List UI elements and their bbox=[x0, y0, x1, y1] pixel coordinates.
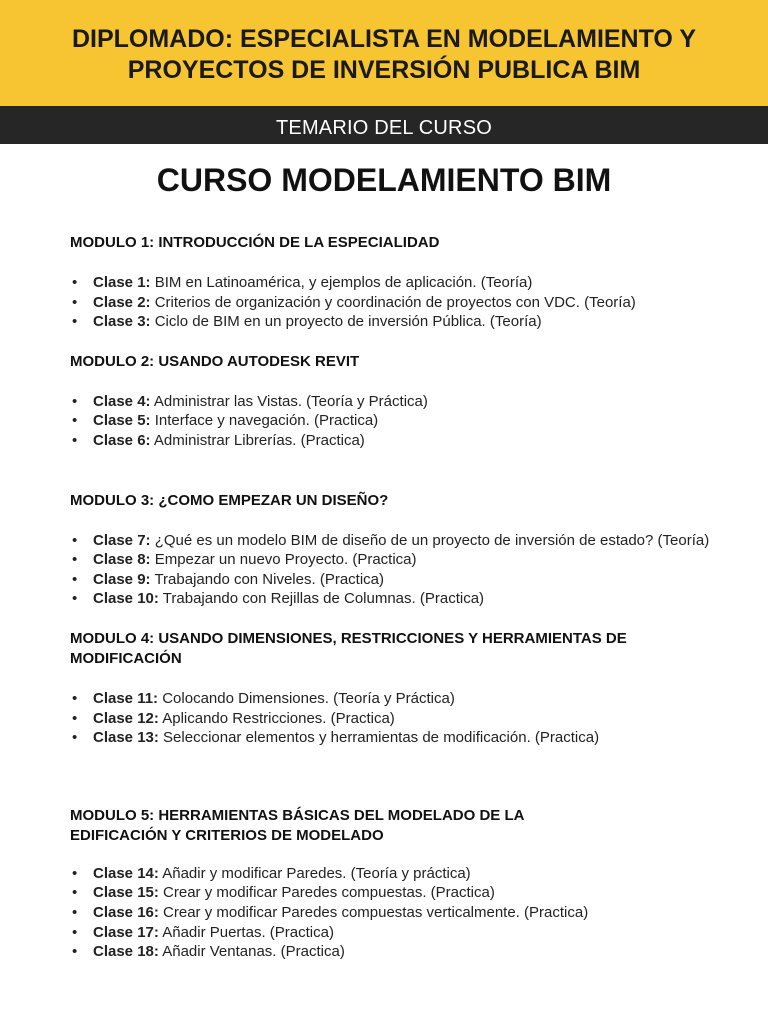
diploma-title-line-2: PROYECTOS DE INVERSIÓN PUBLICA BIM bbox=[127, 56, 641, 84]
class-description: Ciclo de BIM en un proyecto de inversión Pública. (Teoría) bbox=[154, 313, 542, 331]
class-label: Clase 8: bbox=[93, 551, 151, 569]
class-description: Trabajando con Niveles. (Practica) bbox=[154, 570, 384, 588]
list-item bbox=[70, 312, 750, 332]
list-item bbox=[70, 903, 750, 923]
class-label: Clase 5: bbox=[93, 412, 151, 430]
syllabus-heading: TEMARIO DEL CURSO bbox=[275, 117, 493, 139]
list-item bbox=[70, 864, 750, 884]
class-list bbox=[70, 689, 750, 748]
class-list bbox=[70, 531, 750, 609]
class-description: Aplicando Restricciones. (Practica) bbox=[162, 709, 395, 727]
class-description: Interface y navegación. (Practica) bbox=[154, 412, 379, 430]
class-label: Clase 4: bbox=[93, 392, 151, 410]
syllabus-bar bbox=[0, 106, 768, 144]
list-item bbox=[70, 550, 750, 570]
class-description: Colocando Dimensiones. (Teoría y Práctica) bbox=[162, 689, 455, 707]
list-item bbox=[70, 709, 750, 729]
class-list bbox=[70, 864, 750, 962]
module-title: MODULO 2: USANDO AUTODESK REVIT bbox=[70, 352, 360, 370]
list-item bbox=[70, 942, 750, 962]
list-item bbox=[70, 273, 750, 293]
class-label: Clase 13: bbox=[93, 729, 159, 747]
list-item bbox=[70, 392, 750, 412]
class-description: Crear y modificar Paredes compuestas verticalmente. (Practica) bbox=[163, 903, 589, 921]
list-item bbox=[70, 883, 750, 903]
module-1 bbox=[70, 233, 750, 332]
class-description: Administrar las Vistas. (Teoría y Práctica) bbox=[153, 392, 428, 410]
class-label: Clase 2: bbox=[93, 293, 151, 311]
diploma-title bbox=[0, 24, 768, 86]
module-2 bbox=[70, 352, 750, 451]
class-list bbox=[70, 273, 750, 332]
class-label: Clase 6: bbox=[93, 431, 151, 449]
class-list bbox=[70, 392, 750, 451]
class-label: Clase 9: bbox=[93, 570, 151, 588]
class-label: Clase 3: bbox=[93, 313, 151, 331]
list-item bbox=[70, 570, 750, 590]
class-label: Clase 12: bbox=[93, 709, 159, 727]
list-item bbox=[70, 923, 750, 943]
module-4 bbox=[70, 629, 750, 748]
class-description: Añadir Ventanas. (Practica) bbox=[162, 943, 345, 961]
class-label: Clase 10: bbox=[93, 590, 159, 608]
class-label: Clase 17: bbox=[93, 923, 159, 941]
class-description: Trabajando con Rejillas de Columnas. (Practica) bbox=[162, 590, 485, 608]
list-item bbox=[70, 293, 750, 313]
class-label: Clase 15: bbox=[93, 884, 159, 902]
class-description: Empezar un nuevo Proyecto. (Practica) bbox=[154, 551, 417, 569]
module-title: MODULO 4: USANDO DIMENSIONES, RESTRICCIONES Y HERRAMIENTAS DE MODIFICACIÓN bbox=[70, 629, 627, 667]
class-description: Seleccionar elementos y herramientas de modificación. (Practica) bbox=[163, 729, 600, 747]
class-label: Clase 7: bbox=[93, 531, 151, 549]
class-label: Clase 11: bbox=[93, 689, 159, 707]
list-item bbox=[70, 589, 750, 609]
list-item bbox=[70, 728, 750, 748]
module-title: MODULO 5: HERRAMIENTAS BÁSICAS DEL MODELADO DE LA EDIFICACIÓN Y CRITERIOS DE MODELADO bbox=[70, 806, 524, 844]
class-description: BIM en Latinoamérica, y ejemplos de aplicación. (Teoría) bbox=[154, 274, 533, 291]
class-description: Criterios de organización y coordinación de proyectos con VDC. (Teoría) bbox=[154, 293, 636, 311]
class-description: Administrar Librerías. (Practica) bbox=[153, 431, 365, 449]
class-description: ¿Qué es un modelo BIM de diseño de un proyecto de inversión de estado? (Teoría) bbox=[154, 531, 710, 549]
module-title: MODULO 1: INTRODUCCIÓN DE LA ESPECIALIDAD bbox=[70, 234, 440, 251]
syllabus-content bbox=[70, 233, 750, 962]
list-item bbox=[70, 411, 750, 431]
class-label: Clase 1: bbox=[93, 274, 151, 291]
module-3 bbox=[70, 491, 750, 609]
list-item bbox=[70, 689, 750, 709]
list-item bbox=[70, 531, 750, 551]
class-description: Añadir Puertas. (Practica) bbox=[162, 923, 334, 941]
class-description: Añadir y modificar Paredes. (Teoría y práctica) bbox=[162, 864, 471, 882]
list-item bbox=[70, 431, 750, 451]
header-banner bbox=[0, 0, 768, 106]
class-label: Clase 18: bbox=[93, 943, 159, 961]
diploma-title-line-1: DIPLOMADO: ESPECIALISTA EN MODELAMIENTO Y bbox=[71, 25, 697, 53]
course-title: CURSO MODELAMIENTO BIM bbox=[156, 162, 612, 198]
class-description: Crear y modificar Paredes compuestas. (Practica) bbox=[163, 884, 495, 902]
class-label: Clase 16: bbox=[93, 903, 159, 921]
class-label: Clase 14: bbox=[93, 864, 159, 882]
module-5 bbox=[70, 806, 750, 962]
module-title: MODULO 3: ¿COMO EMPEZAR UN DISEÑO? bbox=[70, 491, 389, 509]
